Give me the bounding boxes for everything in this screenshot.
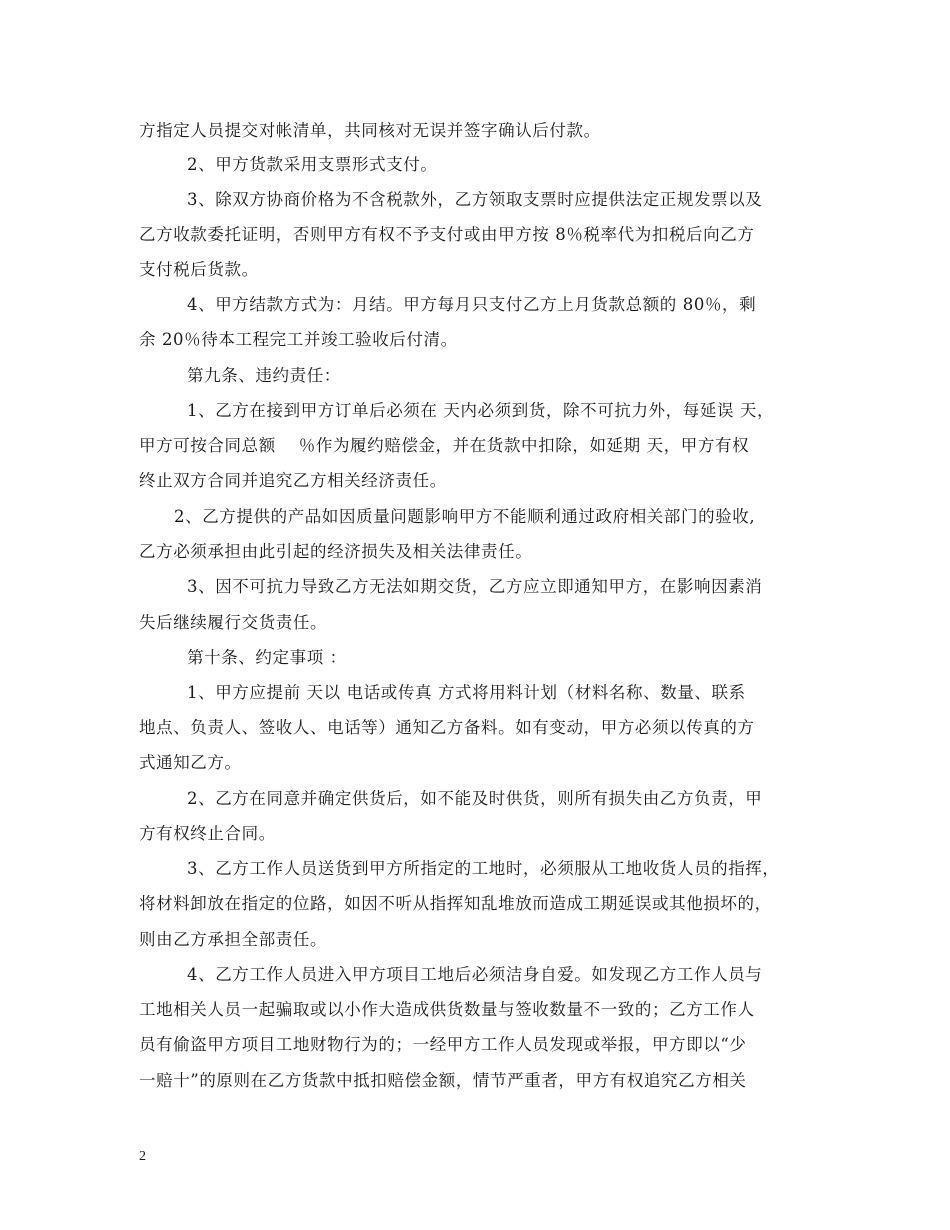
text-line: 地点、负责人、签收人、电话等）通知乙方备料。如有变动，甲方必须以传真的方 [139,718,755,737]
section-heading: 第九条、违约责任： [187,366,341,385]
text-line: 一赔十”的原则在乙方货款中抵扣赔偿金额，情节严重者，甲方有权追究乙方相关 [139,1071,747,1090]
text-line: 3、除双方协商价格为不含税款外，乙方领取支票时应提供法定正规发票以及 [187,190,763,209]
section-heading: 第十条、约定事项 ： [187,648,347,667]
text-line: 3、乙方工作人员送货到甲方所指定的工地时，必须服从工地收货人员的指挥， [187,859,780,878]
text-line: 工地相关人员一起骗取或以小作大造成供货数量与签收数量不一致的；乙方工作人 [139,1000,755,1019]
page-number: 2 [139,1149,146,1164]
text-line: 4、甲方结款方式为：月结。甲方每月只支付乙方上月货款总额的 80％，剩 [187,295,757,314]
text-line: 终止双方合同并追究乙方相关经济责任。 [139,471,447,490]
text-line: 2、乙方在同意并确定供货后，如不能及时供货，则所有损失由乙方负责，甲 [187,789,763,808]
text-line: 支付税后货款。 [139,260,259,279]
text-line: 4、乙方工作人员进入甲方项目工地后必须洁身自爱。如发现乙方工作人员与 [187,965,763,984]
text-line: 2、甲方货款采用支票形式支付。 [187,155,438,174]
text-line: 式通知乙方。 [139,753,242,772]
text-line: 方指定人员提交对帐清单，共同核对无误并签字确认后付款。 [139,121,601,140]
text-line: 失后继续履行交货责任。 [139,613,328,632]
text-line: 方有权终止合同。 [139,824,276,843]
text-line: 3、因不可抗力导致乙方无法如期交货，乙方应立即通知甲方，在影响因素消 [187,577,763,596]
text-line: 员有偷盗甲方项目工地财物行为的；一经甲方工作人员发现或举报，甲方即以“少 [139,1035,747,1054]
text-line: 将材料卸放在指定的位路，如因不听从指挥知乱堆放而造成工期延误或其他损坏的， [139,894,772,913]
text-line: 则由乙方承担全部责任。 [139,930,328,949]
text-line: 1、甲方应提前 天以 电话或传真 方式将用料计划（材料名称、数量、联系 [187,683,746,702]
text-line: 1、乙方在接到甲方订单后必须在 天内必须到货，除不可抗力外，每延误 天， [187,401,775,420]
text-line: 乙方收款委托证明，否则甲方有权不予支付或由甲方按 8％税率代为扣税后向乙方 [139,225,755,244]
text-line: 乙方必须承担由此引起的经济损失及相关法律责任。 [139,542,533,561]
text-line: 甲方可按合同总额 ％作为履约赔偿金，并在货款中扣除，如延期 天，甲方有权 [139,436,750,455]
text-line: 余 20％待本工程完工并竣工验收后付清。 [139,330,458,349]
text-line: 2、乙方提供的产品如因质量问题影响甲方不能顺利通过政府相关部门的验收, [174,507,756,526]
